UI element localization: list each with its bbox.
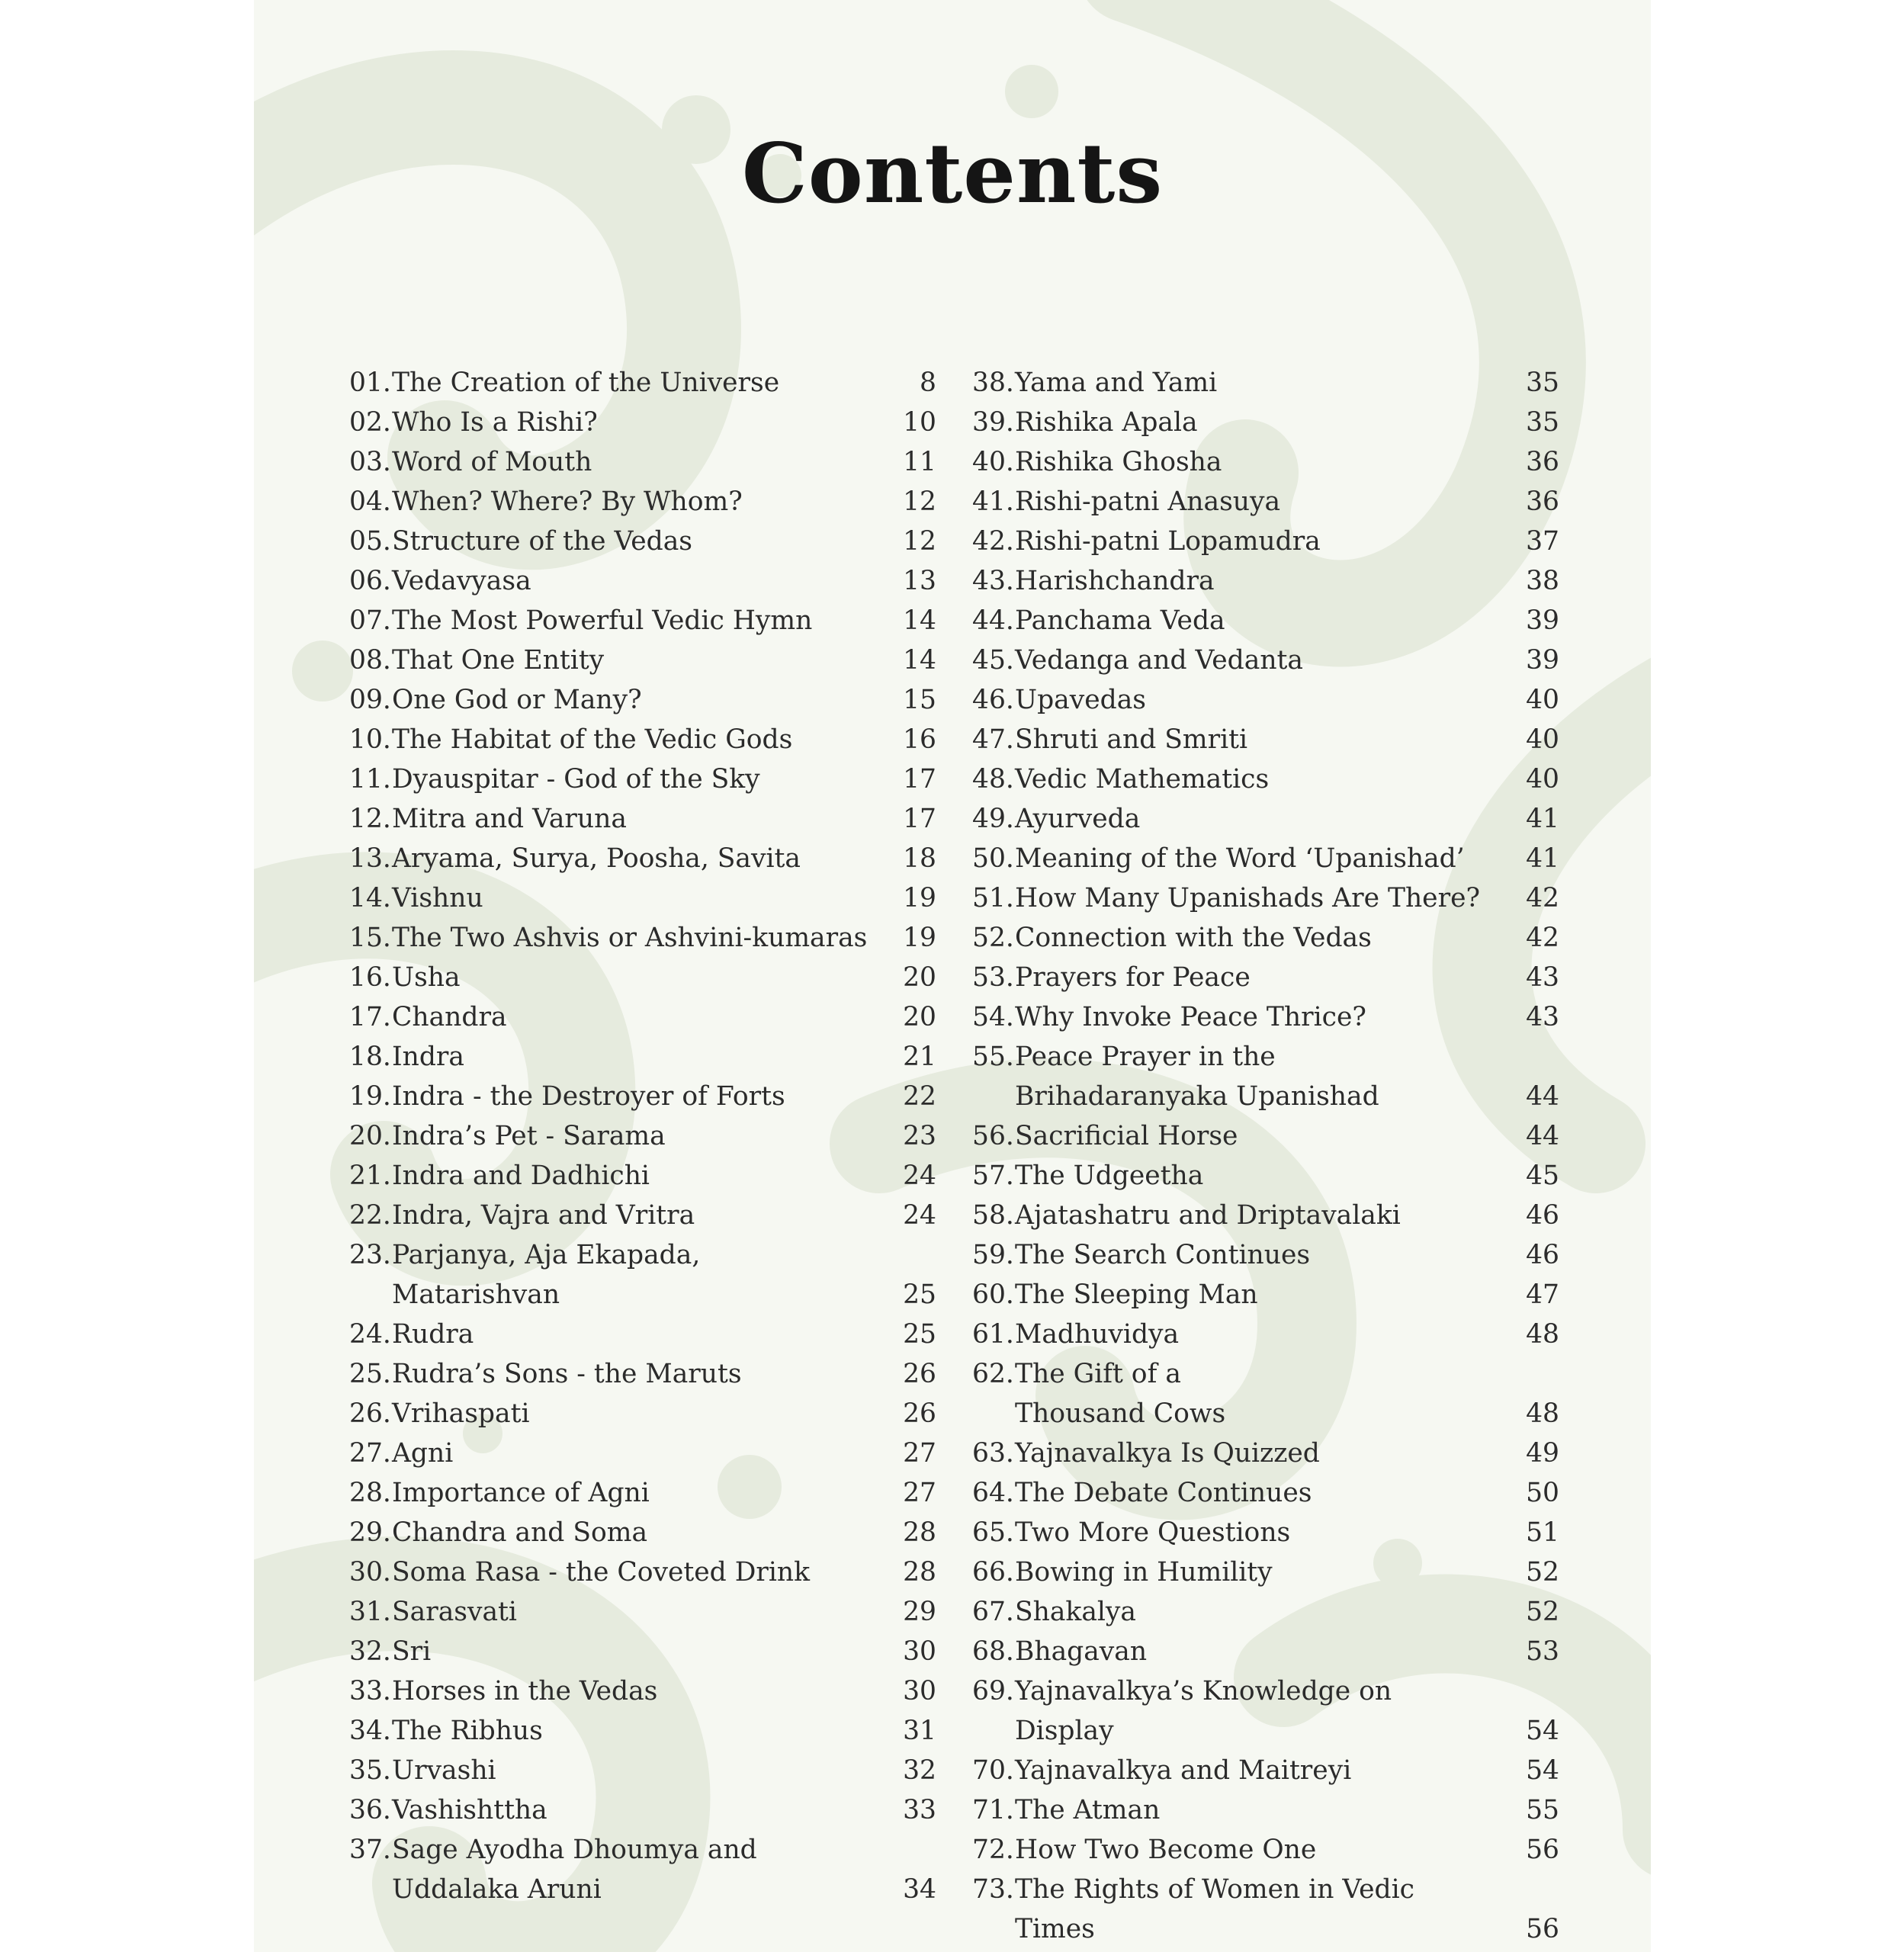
toc-entry-title: Uddalaka Aruni (392, 1874, 602, 1905)
toc-entry (349, 799, 936, 839)
toc-entry (349, 1513, 936, 1552)
toc-entry-page-number: 41 (1526, 843, 1559, 874)
toc-entry-title: Upavedas (1015, 685, 1146, 715)
toc-entry-page-number: 17 (903, 764, 936, 795)
toc-entry-number: 33. (349, 1676, 391, 1706)
toc-entry (972, 522, 1559, 561)
toc-entry-number: 49. (972, 804, 1014, 834)
toc-entry-title: Panchama Veda (1015, 605, 1225, 636)
toc-entry (972, 997, 1559, 1037)
contents-column-right (972, 363, 1559, 1949)
toc-entry-page-number: 50 (1526, 1478, 1559, 1508)
toc-entry-title: Importance of Agni (392, 1478, 650, 1508)
toc-entry (972, 442, 1559, 482)
toc-entry-number: 45. (972, 645, 1014, 676)
toc-entry (349, 918, 936, 958)
page-title: Contents (741, 126, 1164, 222)
toc-entry (349, 482, 936, 522)
toc-entry-number: 70. (972, 1755, 1014, 1786)
toc-entry-title: When? Where? By Whom? (392, 486, 743, 517)
toc-entry-title: Soma Rasa - the Coveted Drink (392, 1557, 811, 1588)
toc-entry-page-number: 30 (903, 1636, 936, 1667)
toc-entry-title: Rudra’s Sons - the Maruts (392, 1359, 742, 1389)
toc-entry-number: 13. (349, 843, 391, 874)
toc-entry-title: Yajnavalkya’s Knowledge on Display (1015, 1676, 1392, 1746)
toc-entry-page-number: 25 (903, 1279, 936, 1310)
toc-entry (349, 1434, 936, 1473)
toc-entry (349, 601, 936, 640)
toc-entry-page-number: 42 (1526, 923, 1559, 953)
toc-entry-page-number: 19 (903, 923, 936, 953)
toc-entry-title: Usha (392, 962, 461, 993)
toc-entry (972, 839, 1559, 878)
toc-entry-title: Chandra and Soma (392, 1517, 648, 1548)
toc-entry-title: Ayurveda (1015, 804, 1141, 834)
toc-entry-page-number: 31 (903, 1716, 936, 1746)
toc-entry-page-number: 21 (903, 1042, 936, 1072)
toc-entry-number: 07. (349, 605, 391, 636)
toc-entry (972, 1116, 1559, 1156)
toc-entry (349, 561, 936, 601)
toc-entry-title: Sacrificial Horse (1015, 1121, 1238, 1151)
toc-entry-number: 42. (972, 526, 1014, 557)
toc-entry-number: 05. (349, 526, 391, 557)
toc-entry (349, 1790, 936, 1830)
toc-entry (972, 1592, 1559, 1632)
toc-entry-page-number: 48 (1526, 1398, 1559, 1429)
toc-entry-page-number: 12 (903, 486, 936, 517)
toc-entry-number: 51. (972, 883, 1014, 913)
toc-entry (349, 522, 936, 561)
toc-entry-page-number: 54 (1526, 1716, 1559, 1746)
toc-entry (972, 363, 1559, 403)
toc-entry-page-number: 30 (903, 1676, 936, 1706)
toc-entry (349, 1196, 936, 1235)
toc-entry-page-number: 22 (903, 1081, 936, 1112)
toc-entry-page-number: 17 (903, 804, 936, 834)
toc-entry-number: 43. (972, 566, 1014, 596)
toc-entry (349, 1037, 936, 1077)
toc-entry-title: The Creation of the Universe (392, 368, 780, 398)
toc-entry-title: Meaning of the Word ‘Upanishad’ (1015, 843, 1465, 874)
toc-entry-title: Indra and Dadhichi (392, 1161, 650, 1191)
toc-entry (972, 720, 1559, 759)
toc-entry-page-number: 56 (1526, 1835, 1559, 1865)
toc-entry-number: 59. (972, 1240, 1014, 1270)
toc-entry-number: 41. (972, 486, 1014, 517)
toc-entry-title: Chandra (392, 1002, 507, 1032)
toc-entry-title: Rishika Apala (1015, 407, 1198, 438)
toc-entry-page-number: 44 (1526, 1121, 1559, 1151)
contents-column-left (349, 363, 936, 1909)
toc-entry (349, 1711, 936, 1751)
toc-entry-number: 60. (972, 1279, 1014, 1310)
toc-entry (972, 918, 1559, 958)
toc-entry-page-number: 47 (1526, 1279, 1559, 1310)
toc-entry-page-number: 40 (1526, 764, 1559, 795)
toc-entry-page-number: 49 (1526, 1438, 1559, 1469)
toc-entry (349, 1235, 936, 1315)
toc-entry (972, 1513, 1559, 1552)
toc-entry-number: 16. (349, 962, 391, 993)
toc-entry-page-number: 39 (1526, 645, 1559, 676)
toc-entry (349, 1394, 936, 1434)
toc-entry-number: 65. (972, 1517, 1014, 1548)
toc-entry-number: 66. (972, 1557, 1014, 1588)
toc-entry-page-number: 45 (1526, 1161, 1559, 1191)
toc-entry-title: The Atman (1015, 1795, 1161, 1825)
toc-entry-title: Vedanga and Vedanta (1015, 645, 1303, 676)
toc-entry (349, 1473, 936, 1513)
toc-entry-page-number: 54 (1526, 1755, 1559, 1786)
toc-entry (972, 878, 1559, 918)
toc-entry-number: 71. (972, 1795, 1014, 1825)
toc-entry-page-number: 52 (1526, 1557, 1559, 1588)
toc-entry-title: Urvashi (392, 1755, 496, 1786)
toc-entry-page-number: 48 (1526, 1319, 1559, 1350)
toc-entry-title: Two More Questions (1015, 1517, 1291, 1548)
toc-entry (349, 1592, 936, 1632)
toc-entry-page-number: 35 (1526, 407, 1559, 438)
toc-entry-page-number: 40 (1526, 724, 1559, 755)
toc-entry-title: Vishnu (392, 883, 483, 913)
toc-entry-number: 55. (972, 1042, 1014, 1072)
toc-entry-number: 24. (349, 1319, 391, 1350)
toc-entry (972, 1037, 1559, 1116)
toc-entry (972, 1830, 1559, 1870)
toc-entry (972, 561, 1559, 601)
toc-entry-number: 26. (349, 1398, 391, 1429)
toc-entry-title: Dyauspitar - God of the Sky (392, 764, 760, 795)
toc-entry (972, 1196, 1559, 1235)
toc-entry-title: Why Invoke Peace Thrice? (1015, 1002, 1366, 1032)
toc-entry-number: 38. (972, 368, 1014, 398)
toc-entry-number: 34. (349, 1716, 391, 1746)
toc-entry-number: 39. (972, 407, 1014, 438)
toc-entry-title: That One Entity (392, 645, 605, 676)
toc-entry-page-number: 20 (903, 962, 936, 993)
toc-entry-title: Parjanya, Aja Ekapada, Matarishvan (392, 1240, 701, 1310)
toc-entry-number: 21. (349, 1161, 391, 1191)
toc-entry-title: Sri (392, 1636, 432, 1667)
toc-entry (349, 1830, 936, 1909)
toc-entry-page-number: 16 (903, 724, 936, 755)
toc-entry (972, 1790, 1559, 1830)
toc-entry (972, 759, 1559, 799)
toc-entry (972, 1671, 1559, 1751)
toc-entry-title: Agni (392, 1438, 454, 1469)
toc-entry-title: Word of Mouth (392, 447, 592, 477)
toc-entry-title: The Rights of Women in Vedic Times (1015, 1874, 1415, 1944)
toc-entry-title: Bowing in Humility (1015, 1557, 1273, 1588)
toc-entry-number: 68. (972, 1636, 1014, 1667)
toc-entry-title: The Most Powerful Vedic Hymn (392, 605, 813, 636)
toc-entry-title: Shruti and Smriti (1015, 724, 1248, 755)
toc-entry-page-number: 34 (903, 1874, 936, 1905)
toc-entry-page-number: 19 (903, 883, 936, 913)
toc-entry-title: Rishi-patni Anasuya (1015, 486, 1281, 517)
toc-entry (972, 1632, 1559, 1671)
toc-entry-number: 53. (972, 962, 1014, 993)
toc-entry-number: 72. (972, 1835, 1014, 1865)
toc-entry-title: Aryama, Surya, Poosha, Savita (392, 843, 801, 874)
toc-entry-page-number: 28 (903, 1517, 936, 1548)
toc-entry-title: Thousand Cows (1015, 1398, 1226, 1429)
toc-entry (349, 1632, 936, 1671)
toc-entry-number: 22. (349, 1200, 391, 1231)
toc-entry-page-number: 27 (903, 1438, 936, 1469)
toc-entry-number: 15. (349, 923, 391, 953)
toc-entry-page-number: 46 (1526, 1240, 1559, 1270)
toc-entry-title: Yajnavalkya Is Quizzed (1015, 1438, 1320, 1469)
toc-entry-page-number: 18 (903, 843, 936, 874)
toc-entry-number: 25. (349, 1359, 391, 1389)
toc-entry-page-number: 24 (903, 1200, 936, 1231)
toc-entry (972, 640, 1559, 680)
toc-entry-title: Vedavyasa (392, 566, 531, 596)
toc-entry (349, 1156, 936, 1196)
toc-entry-number: 46. (972, 685, 1014, 715)
toc-entry-title: Rishika Ghosha (1015, 447, 1222, 477)
toc-entry (349, 680, 936, 720)
toc-entry (349, 363, 936, 403)
toc-entry (972, 1870, 1559, 1949)
toc-entry-number: 47. (972, 724, 1014, 755)
toc-entry (349, 958, 936, 997)
toc-entry-number: 69. (972, 1676, 1014, 1706)
toc-entry-number: 48. (972, 764, 1014, 795)
toc-entry-title: Brihadaranyaka Upanishad (1015, 1081, 1379, 1112)
toc-entry (349, 442, 936, 482)
toc-entry (972, 799, 1559, 839)
toc-entry-title: Shakalya (1015, 1597, 1136, 1627)
toc-entry-number: 52. (972, 923, 1014, 953)
toc-entry-number: 03. (349, 447, 391, 477)
toc-entry-title: Indra - the Destroyer of Forts (392, 1081, 785, 1112)
toc-entry-page-number: 43 (1526, 1002, 1559, 1032)
toc-entry (972, 482, 1559, 522)
toc-entry-number: 02. (349, 407, 391, 438)
toc-entry (349, 759, 936, 799)
toc-entry (349, 720, 936, 759)
toc-entry-number: 06. (349, 566, 391, 596)
toc-entry-title: Sarasvati (392, 1597, 517, 1627)
toc-entry-number: 37. (349, 1835, 391, 1865)
toc-entry (349, 1671, 936, 1711)
toc-entry-title: The Sleeping Man (1015, 1279, 1258, 1310)
toc-entry-number: 11. (349, 764, 391, 795)
toc-entry-page-number: 27 (903, 1478, 936, 1508)
toc-entry-number: 08. (349, 645, 391, 676)
toc-entry-number: 14. (349, 883, 391, 913)
toc-entry (349, 640, 936, 680)
toc-entry-page-number: 29 (903, 1597, 936, 1627)
toc-entry-number: 73. (972, 1874, 1014, 1905)
toc-entry-number: 57. (972, 1161, 1014, 1191)
toc-entry-page-number: 36 (1526, 486, 1559, 517)
toc-entry (972, 958, 1559, 997)
toc-entry (349, 839, 936, 878)
toc-entry-page-number: 55 (1526, 1795, 1559, 1825)
toc-entry-title: How Many Upanishads Are There? (1015, 883, 1480, 913)
toc-entry-number: 61. (972, 1319, 1014, 1350)
toc-entry-title: Harishchandra (1015, 566, 1215, 596)
toc-entry (349, 1751, 936, 1790)
toc-entry-page-number: 36 (1526, 447, 1559, 477)
toc-entry-title: The Debate Continues (1015, 1478, 1312, 1508)
toc-entry-page-number: 53 (1526, 1636, 1559, 1667)
toc-entry-page-number: 26 (903, 1398, 936, 1429)
toc-entry-page-number: 32 (903, 1755, 936, 1786)
toc-entry-page-number: 44 (1526, 1081, 1559, 1112)
toc-entry-title: Indra, Vajra and Vritra (392, 1200, 695, 1231)
toc-entry-page-number: 35 (1526, 368, 1559, 398)
toc-entry-number: 56. (972, 1121, 1014, 1151)
toc-entry-title: How Two Become One (1015, 1835, 1317, 1865)
toc-entry-number: 12. (349, 804, 391, 834)
toc-entry-number: 67. (972, 1597, 1014, 1627)
toc-entry (349, 997, 936, 1037)
toc-entry-number: 23. (349, 1240, 391, 1270)
toc-entry-page-number: 41 (1526, 804, 1559, 834)
toc-entry-page-number: 24 (903, 1161, 936, 1191)
toc-entry-page-number: 14 (903, 605, 936, 636)
toc-entry-page-number: 56 (1526, 1914, 1559, 1944)
toc-entry (972, 1275, 1559, 1315)
toc-entry-page-number: 38 (1526, 566, 1559, 596)
toc-entry-page-number: 42 (1526, 883, 1559, 913)
toc-entry-title: Yajnavalkya and Maitreyi (1015, 1755, 1352, 1786)
toc-entry-number: 01. (349, 368, 391, 398)
toc-entry-title: Indra (392, 1042, 464, 1072)
toc-entry-title: One God or Many? (392, 685, 642, 715)
toc-entry-number: 36. (349, 1795, 391, 1825)
toc-entry-number: 29. (349, 1517, 391, 1548)
toc-entry-page-number: 39 (1526, 605, 1559, 636)
toc-entry-page-number: 51 (1526, 1517, 1559, 1548)
toc-entry-title: Rudra (392, 1319, 474, 1350)
toc-entry-number: 62. (972, 1359, 1014, 1389)
toc-entry-page-number: 8 (920, 368, 936, 398)
toc-entry-number: 35. (349, 1755, 391, 1786)
toc-entry-page-number: 43 (1526, 962, 1559, 993)
toc-entry-title: The Udgeetha (1015, 1161, 1204, 1191)
toc-entry (972, 1315, 1559, 1354)
toc-entry-title: Bhagavan (1015, 1636, 1148, 1667)
toc-entry-page-number: 26 (903, 1359, 936, 1389)
toc-entry-title: Who Is a Rishi? (392, 407, 598, 438)
toc-entry-number: 27. (349, 1438, 391, 1469)
toc-entry (972, 1156, 1559, 1196)
toc-entry-title: Horses in the Vedas (392, 1676, 658, 1706)
toc-entry-title: Connection with the Vedas (1015, 923, 1372, 953)
toc-entry (972, 1354, 1559, 1434)
toc-entry (349, 1315, 936, 1354)
toc-entry (349, 1552, 936, 1592)
toc-entry-title: Yama and Yami (1015, 368, 1218, 398)
toc-entry-number: 31. (349, 1597, 391, 1627)
toc-entry (349, 1077, 936, 1116)
toc-entry-number: 32. (349, 1636, 391, 1667)
toc-entry (349, 403, 936, 442)
toc-entry-number: 20. (349, 1121, 391, 1151)
toc-entry (972, 601, 1559, 640)
toc-entry (972, 1552, 1559, 1592)
toc-entry-title: The Ribhus (392, 1716, 543, 1746)
toc-entry-page-number: 52 (1526, 1597, 1559, 1627)
toc-entry (349, 1116, 936, 1156)
toc-entry-page-number: 25 (903, 1319, 936, 1350)
toc-entry-number: 50. (972, 843, 1014, 874)
toc-entry-page-number: 15 (903, 685, 936, 715)
toc-entry-title: Indra’s Pet - Sarama (392, 1121, 666, 1151)
toc-entry-title: Madhuvidya (1015, 1319, 1180, 1350)
toc-entry-title: Vashishttha (392, 1795, 547, 1825)
toc-entry-title: The Habitat of the Vedic Gods (392, 724, 793, 755)
toc-entry-page-number: 46 (1526, 1200, 1559, 1231)
toc-entry (972, 1473, 1559, 1513)
toc-entry-page-number: 40 (1526, 685, 1559, 715)
toc-entry-number: 28. (349, 1478, 391, 1508)
toc-entry (972, 403, 1559, 442)
toc-entry (972, 680, 1559, 720)
toc-entry-page-number: 10 (903, 407, 936, 438)
toc-entry-page-number: 12 (903, 526, 936, 557)
toc-entry-page-number: 11 (903, 447, 936, 477)
toc-entry-page-number: 20 (903, 1002, 936, 1032)
toc-entry-number: 30. (349, 1557, 391, 1588)
toc-entry-number: 18. (349, 1042, 391, 1072)
toc-entry-title: Ajatashatru and Driptavalaki (1015, 1200, 1401, 1231)
toc-entry-title: Vrihaspati (392, 1398, 530, 1429)
toc-entry-number: 63. (972, 1438, 1014, 1469)
contents-page (254, 0, 1651, 1952)
toc-entry-page-number: 37 (1526, 526, 1559, 557)
toc-entry-title: Prayers for Peace (1015, 962, 1251, 993)
toc-entry-number: 54. (972, 1002, 1014, 1032)
toc-entry-number: 10. (349, 724, 391, 755)
toc-entry-page-number: 33 (903, 1795, 936, 1825)
toc-entry-title: Vedic Mathematics (1015, 764, 1270, 795)
toc-entry-number: 58. (972, 1200, 1014, 1231)
toc-entry-title: The Search Continues (1015, 1240, 1311, 1270)
toc-entry-title: Rishi-patni Lopamudra (1015, 526, 1321, 557)
toc-entry-title: Mitra and Varuna (392, 804, 627, 834)
toc-entry (349, 1354, 936, 1394)
toc-entry-number: 64. (972, 1478, 1014, 1508)
toc-entry-title: Structure of the Vedas (392, 526, 692, 557)
toc-entry-title: Sage Ayodha Dhoumya and (392, 1835, 757, 1865)
toc-entry (972, 1434, 1559, 1473)
toc-entry-number: 09. (349, 685, 391, 715)
toc-entry-page-number: 28 (903, 1557, 936, 1588)
toc-entry-number: 40. (972, 447, 1014, 477)
toc-entry-page-number: 23 (903, 1121, 936, 1151)
toc-entry-title: The Two Ashvis or Ashvini-kumaras (392, 923, 868, 953)
toc-entry-title: Peace Prayer in the (1015, 1042, 1276, 1072)
toc-entry (972, 1235, 1559, 1275)
toc-entry-title: The Gift of a (1015, 1359, 1181, 1389)
toc-entry (972, 1751, 1559, 1790)
toc-entry-page-number: 14 (903, 645, 936, 676)
toc-entry-number: 19. (349, 1081, 391, 1112)
toc-entry-page-number: 13 (903, 566, 936, 596)
toc-entry (349, 878, 936, 918)
toc-entry-number: 04. (349, 486, 391, 517)
toc-entry-number: 44. (972, 605, 1014, 636)
toc-entry-number: 17. (349, 1002, 391, 1032)
